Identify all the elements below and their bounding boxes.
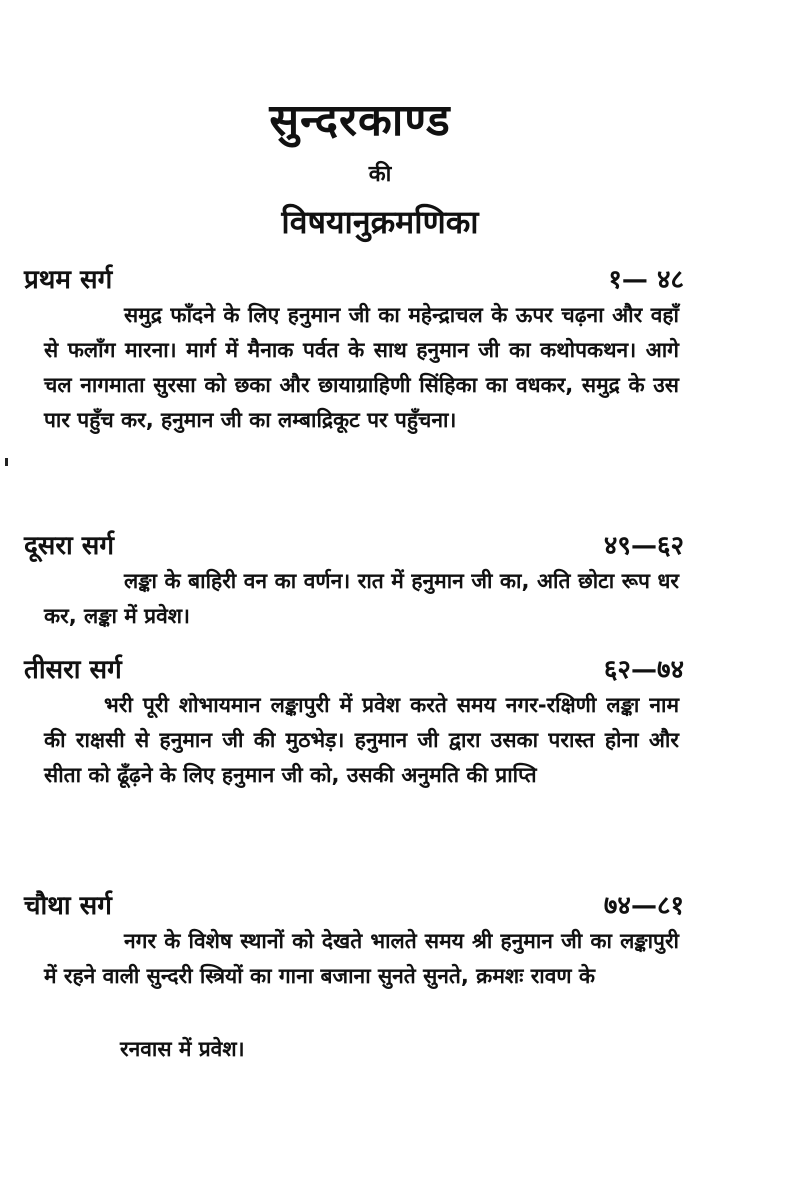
- page-subtitle: विषयानुक्रमणिका: [281, 203, 479, 241]
- page-range: ७४—८१: [603, 891, 684, 921]
- page-range: ६२—७४: [603, 655, 684, 685]
- page-range: ४९—६२: [603, 531, 684, 561]
- title-connector: की: [368, 162, 392, 187]
- section-description: भरी पूरी शोभायमान लङ्कापुरी में प्रवेश करते समय नगर-रक्षिणी लङ्का नाम की राक्षसी से हनुमान जी की मुठभेड़। हनुमान जी द्वारा उसका परास्त होना और सीता को ढूँढ़ने के लिए हनुमान जी को, उसकी अनुमति की प्राप्ति: [44, 693, 679, 787]
- section-description: समुद्र फाँदने के लिए हनुमान जी का महेन्द्राचल के ऊपर चढ़ना और वहाँ से फलाँग मारना। मार्ग में मैनाक पर्वत के साथ हनुमान जी का कथोपकथन। आगे चल नागमाता सुरसा को छका और छायाग्राहिणी सिंहिका का वधकर, समुद्र के उस पार पहुँच कर, हनुमान जी का लम्बाद्रिकूट पर पहुँचना।: [44, 303, 679, 432]
- section-description: लङ्का के बाहिरी वन का वर्णन। रात में हनुमान जी का, अति छोटा रूप धर कर, लङ्का में प्रवेश।: [44, 569, 679, 628]
- toc-section-1: [24, 262, 684, 438]
- toc-section-2: [24, 528, 684, 634]
- margin-mark: [5, 458, 8, 466]
- page-title: सुन्दरकाण्ड: [269, 95, 451, 146]
- section-name: तीसरा सर्ग: [24, 655, 122, 685]
- section-description: नगर के विशेष स्थानों को देखते भालते समय श्री हनुमान जी का लङ्कापुरी में रहने वाली सुन्दरी स्त्रियों का गाना बजाना सुनते सुनते, क्रमशः रावण के: [44, 929, 679, 988]
- section-name: दूसरा सर्ग: [24, 531, 115, 561]
- page-range: १— ४८: [608, 265, 684, 295]
- section-name: चौथा सर्ग: [24, 891, 112, 921]
- cutoff-text: रनवास में प्रवेश।: [120, 1037, 245, 1061]
- toc-section-3: [24, 652, 684, 793]
- section-name: प्रथम सर्ग: [24, 265, 113, 295]
- toc-section-4: [24, 888, 684, 994]
